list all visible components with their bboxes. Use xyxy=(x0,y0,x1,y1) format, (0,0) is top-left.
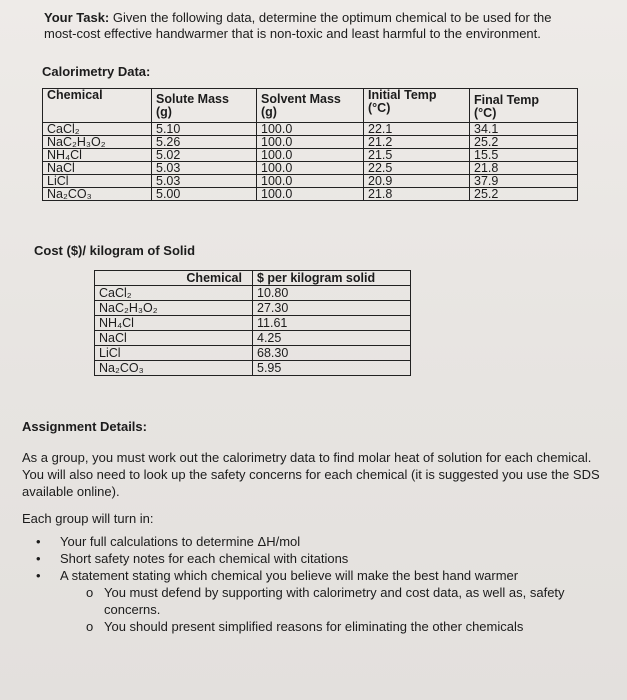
bullet-icon: • xyxy=(36,551,41,566)
header-solute-mass: Solute Mass (g) xyxy=(152,89,257,123)
cell-solute: 5.03 xyxy=(152,175,257,188)
sub-list-item xyxy=(22,618,602,635)
header-final-temp: Final Temp (°C) xyxy=(470,89,578,123)
cell-solute: 5.00 xyxy=(152,188,257,201)
bullet-icon: • xyxy=(36,534,41,549)
assignment-paragraph: As a group, you must work out the calorimetry data to find molar heat of solution for each chemical. You will also need to look up the safety concerns for each chemical (it is suggested you use the SDS available online). xyxy=(22,450,600,499)
cell-chemical: NH₄Cl xyxy=(95,316,253,331)
sub-list-item-text: You should present simplified reasons for eliminating the other chemicals xyxy=(104,619,524,634)
header-solvent-mass: Solvent Mass (g) xyxy=(257,89,364,123)
cell-initial: 20.9 xyxy=(364,175,470,188)
calorimetry-table xyxy=(42,88,578,201)
table-row xyxy=(95,301,411,316)
cell-price: 27.30 xyxy=(253,301,411,316)
cell-initial: 22.5 xyxy=(364,162,470,175)
calorimetry-heading: Calorimetry Data: xyxy=(42,64,151,79)
cell-chemical: Na₂CO₃ xyxy=(43,188,152,201)
cell-solvent: 100.0 xyxy=(257,175,364,188)
list-item-text: Your full calculations to determine ΔH/mol xyxy=(60,534,301,549)
hollow-bullet-icon: o xyxy=(86,619,94,634)
hollow-bullet-icon: o xyxy=(86,585,94,600)
list-item xyxy=(22,550,602,567)
list-item-text: A statement stating which chemical you believe will make the best hand warmer xyxy=(60,568,519,583)
task-label: Your Task: xyxy=(44,10,110,25)
cost-heading: Cost ($)/ kilogram of Solid xyxy=(34,243,196,258)
turn-in-heading: Each group will turn in: xyxy=(22,511,154,526)
header-chemical: Chemical xyxy=(95,271,253,286)
assignment-heading: Assignment Details: xyxy=(22,419,147,434)
cell-chemical: NaCl xyxy=(95,331,253,346)
bullet-icon: • xyxy=(36,568,41,583)
list-item-text: Short safety notes for each chemical with citations xyxy=(60,551,349,566)
header-chemical: Chemical xyxy=(43,89,152,123)
list-item xyxy=(22,567,602,584)
cell-price: 4.25 xyxy=(253,331,411,346)
cell-final: 34.1 xyxy=(470,123,578,136)
cell-price: 68.30 xyxy=(253,346,411,361)
list-item xyxy=(22,533,602,550)
cell-chemical: CaCl₂ xyxy=(95,286,253,301)
table-row xyxy=(95,331,411,346)
cell-solute: 5.26 xyxy=(152,136,257,149)
cell-initial: 21.5 xyxy=(364,149,470,162)
cell-solvent: 100.0 xyxy=(257,162,364,175)
cost-header-row xyxy=(95,271,411,286)
turn-in-list xyxy=(22,533,602,584)
cell-price: 11.61 xyxy=(253,316,411,331)
cell-chemical: NaCl xyxy=(43,162,152,175)
table-row xyxy=(43,123,578,136)
table-row xyxy=(95,361,411,376)
cell-chemical: CaCl₂ xyxy=(43,123,152,136)
task-statement xyxy=(44,10,564,42)
cell-chemical: NH₄Cl xyxy=(43,149,152,162)
cell-solute: 5.10 xyxy=(152,123,257,136)
table-row xyxy=(95,316,411,331)
cell-final: 37.9 xyxy=(470,175,578,188)
sub-list-item-text: You must defend by supporting with calorimetry and cost data, as well as, safety concerns. xyxy=(104,585,565,617)
task-text: Given the following data, determine the optimum chemical to be used for the most-cost effective handwarmer that is non-toxic and least harmful to the environment. xyxy=(44,10,552,41)
table-row xyxy=(43,175,578,188)
cell-solute: 5.02 xyxy=(152,149,257,162)
table-row xyxy=(43,149,578,162)
assignment-details xyxy=(22,418,602,635)
cell-solvent: 100.0 xyxy=(257,136,364,149)
cell-chemical: LiCl xyxy=(43,175,152,188)
sub-list xyxy=(22,584,602,635)
table-row xyxy=(95,346,411,361)
sub-list-item xyxy=(22,584,602,618)
cell-final: 21.8 xyxy=(470,162,578,175)
cell-final: 15.5 xyxy=(470,149,578,162)
calorimetry-header-row xyxy=(43,89,578,123)
cell-solvent: 100.0 xyxy=(257,188,364,201)
table-row xyxy=(43,162,578,175)
cell-final: 25.2 xyxy=(470,188,578,201)
cell-chemical: LiCl xyxy=(95,346,253,361)
cell-solute: 5.03 xyxy=(152,162,257,175)
table-row xyxy=(43,188,578,201)
cell-initial: 21.2 xyxy=(364,136,470,149)
table-row xyxy=(95,286,411,301)
cell-solvent: 100.0 xyxy=(257,123,364,136)
cell-final: 25.2 xyxy=(470,136,578,149)
cell-chemical: NaC₂H₃O₂ xyxy=(95,301,253,316)
cell-chemical: Na₂CO₃ xyxy=(95,361,253,376)
header-initial-temp: Initial Temp (°C) xyxy=(364,89,470,123)
cell-price: 10.80 xyxy=(253,286,411,301)
header-price: $ per kilogram solid xyxy=(253,271,411,286)
table-row xyxy=(43,136,578,149)
cell-solvent: 100.0 xyxy=(257,149,364,162)
cell-price: 5.95 xyxy=(253,361,411,376)
cell-initial: 21.8 xyxy=(364,188,470,201)
cost-table xyxy=(94,270,411,376)
cell-initial: 22.1 xyxy=(364,123,470,136)
cell-chemical: NaC₂H₃O₂ xyxy=(43,136,152,149)
